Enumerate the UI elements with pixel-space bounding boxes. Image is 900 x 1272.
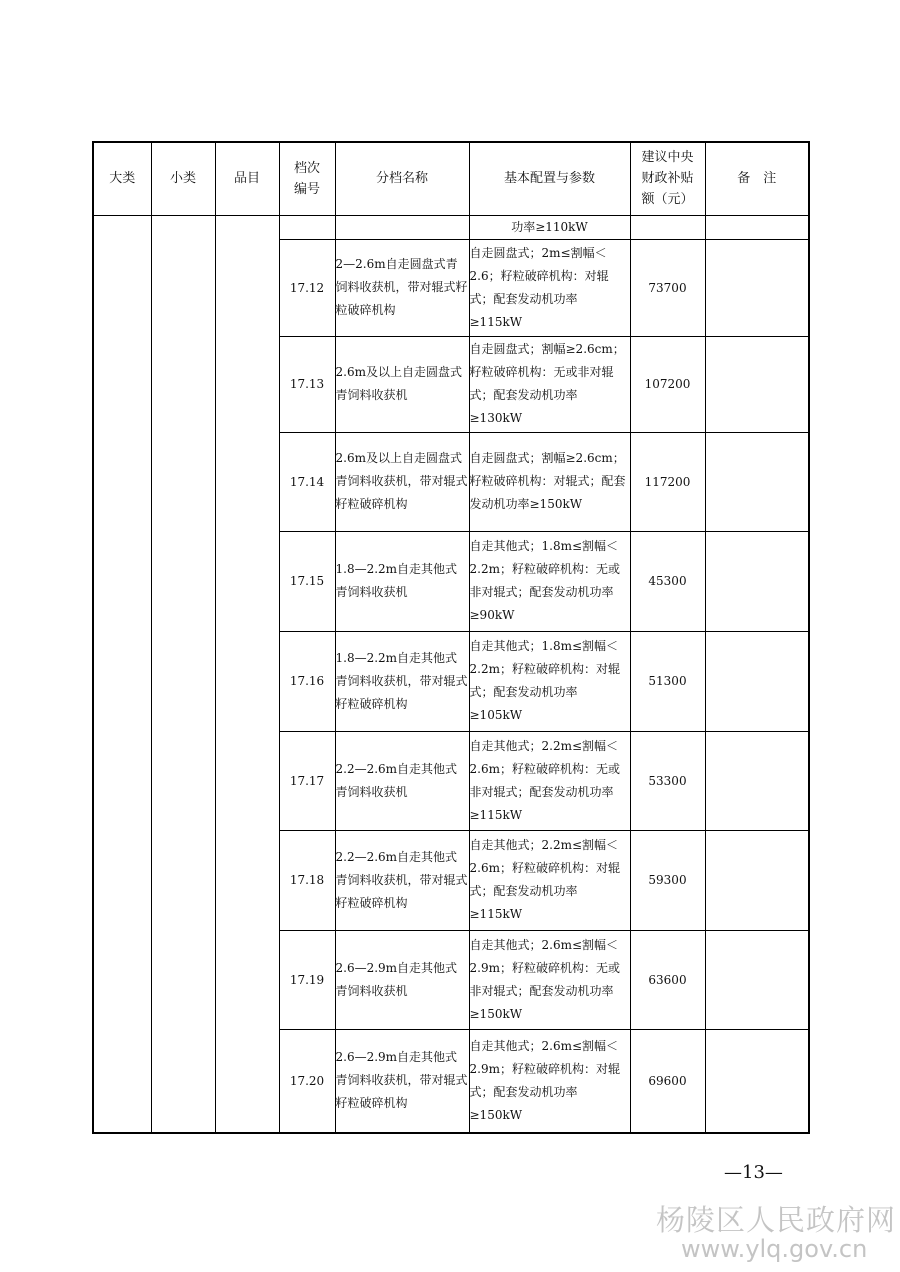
config-cell: 功率≥110kW xyxy=(469,215,630,239)
header-item: 品目 xyxy=(215,142,279,215)
name-cell: 2.6m及以上自走圆盘式青饲料收获机 xyxy=(335,336,469,432)
remarks-cell xyxy=(705,1029,809,1133)
config-cell: 自走其他式；2.2m≤割幅＜2.6m；籽粒破碎机构：无或非对辊式；配套发动机功率≥115kW xyxy=(469,731,630,830)
header-category: 大类 xyxy=(93,142,151,215)
name-cell: 2.2—2.6m自走其他式青饲料收获机 xyxy=(335,731,469,830)
amount-cell: 117200 xyxy=(630,432,705,531)
name-cell: 2.6—2.9m自走其他式青饲料收获机，带对辊式籽粒破碎机构 xyxy=(335,1029,469,1133)
header-subsidy: 建议中央 财政补贴 额（元） xyxy=(630,142,705,215)
code-cell: 17.17 xyxy=(279,731,335,830)
amount-cell: 59300 xyxy=(630,830,705,930)
remarks-cell xyxy=(705,531,809,631)
config-cell: 自走其他式；1.8m≤割幅＜2.2m；籽粒破碎机构：无或非对辊式；配套发动机功率≥90kW xyxy=(469,531,630,631)
category-cell xyxy=(93,215,151,1133)
code-cell: 17.18 xyxy=(279,830,335,930)
remarks-cell xyxy=(705,930,809,1029)
name-cell: 2.2—2.6m自走其他式青饲料收获机，带对辊式籽粒破碎机构 xyxy=(335,830,469,930)
code-cell: 17.15 xyxy=(279,531,335,631)
remarks-cell xyxy=(705,631,809,731)
amount-cell: 51300 xyxy=(630,631,705,731)
amount-cell xyxy=(630,215,705,239)
item-cell xyxy=(215,215,279,1133)
remarks-cell xyxy=(705,731,809,830)
remarks-cell xyxy=(705,336,809,432)
header-remarks: 备 注 xyxy=(705,142,809,215)
remarks-cell xyxy=(705,215,809,239)
amount-cell: 45300 xyxy=(630,531,705,631)
header-code: 档次 编号 xyxy=(279,142,335,215)
name-cell: 2.6—2.9m自走其他式青饲料收获机 xyxy=(335,930,469,1029)
amount-cell: 53300 xyxy=(630,731,705,830)
name-cell: 1.8—2.2m自走其他式青饲料收获机 xyxy=(335,531,469,631)
subsidy-table xyxy=(92,141,810,1134)
config-cell: 自走其他式；2.6m≤割幅＜2.9m；籽粒破碎机构：对辊式；配套发动机功率≥150kW xyxy=(469,1029,630,1133)
code-cell xyxy=(279,215,335,239)
amount-cell: 63600 xyxy=(630,930,705,1029)
name-cell: 1.8—2.2m自走其他式青饲料收获机，带对辊式籽粒破碎机构 xyxy=(335,631,469,731)
config-cell: 自走其他式；2.6m≤割幅＜2.9m；籽粒破碎机构：无或非对辊式；配套发动机功率≥150kW xyxy=(469,930,630,1029)
amount-cell: 69600 xyxy=(630,1029,705,1133)
config-cell: 自走其他式；1.8m≤割幅＜2.2m；籽粒破碎机构：对辊式；配套发动机功率≥105kW xyxy=(469,631,630,731)
name-cell xyxy=(335,215,469,239)
page-number: —13— xyxy=(724,1162,783,1183)
config-cell: 自走其他式；2.2m≤割幅＜2.6m；籽粒破碎机构：对辊式；配套发动机功率≥115kW xyxy=(469,830,630,930)
code-cell: 17.20 xyxy=(279,1029,335,1133)
code-cell: 17.12 xyxy=(279,239,335,336)
remarks-cell xyxy=(705,432,809,531)
config-cell: 自走圆盘式；割幅≥2.6cm；籽粒破碎机构：对辊式；配套发动机功率≥150kW xyxy=(469,432,630,531)
code-cell: 17.19 xyxy=(279,930,335,1029)
header-row xyxy=(93,142,809,215)
code-cell: 17.13 xyxy=(279,336,335,432)
header-config: 基本配置与参数 xyxy=(469,142,630,215)
code-cell: 17.16 xyxy=(279,631,335,731)
amount-cell: 73700 xyxy=(630,239,705,336)
config-cell: 自走圆盘式；割幅≥2.6cm；籽粒破碎机构：无或非对辊式；配套发动机功率≥130kW xyxy=(469,336,630,432)
subcategory-cell xyxy=(151,215,215,1133)
remarks-cell xyxy=(705,239,809,336)
code-cell: 17.14 xyxy=(279,432,335,531)
amount-cell: 107200 xyxy=(630,336,705,432)
name-cell: 2—2.6m自走圆盘式青饲料收获机，带对辊式籽粒破碎机构 xyxy=(335,239,469,336)
header-tier-name: 分档名称 xyxy=(335,142,469,215)
watermark-url: www.ylq.gov.cn xyxy=(681,1235,868,1263)
name-cell: 2.6m及以上自走圆盘式青饲料收获机，带对辊式籽粒破碎机构 xyxy=(335,432,469,531)
remarks-cell xyxy=(705,830,809,930)
header-subcategory: 小类 xyxy=(151,142,215,215)
watermark-site-name: 杨陵区人民政府网 xyxy=(656,1203,897,1237)
continuation-row xyxy=(93,215,809,239)
config-cell: 自走圆盘式；2m≤割幅＜2.6；籽粒破碎机构：对辊式；配套发动机功率≥115kW xyxy=(469,239,630,336)
